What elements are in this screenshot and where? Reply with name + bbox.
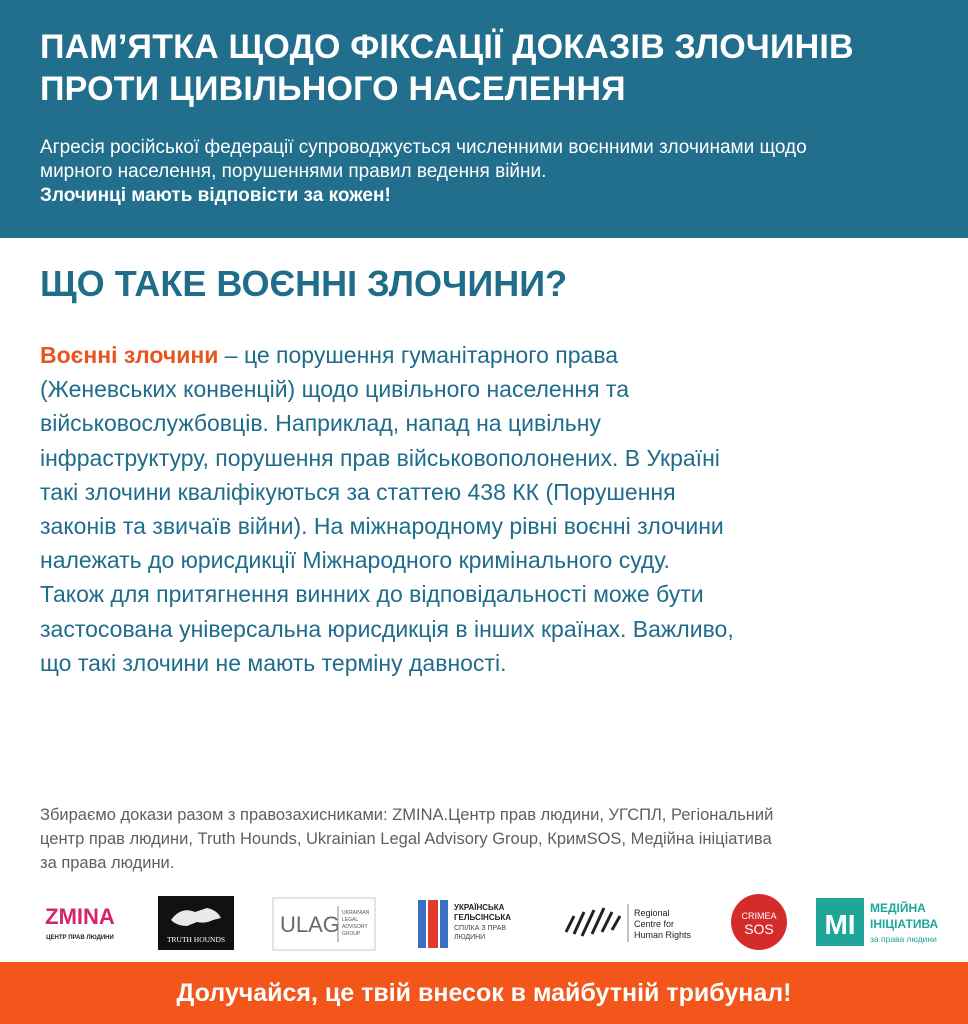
- media-initiative-line-1: МЕДІЙНА: [870, 901, 926, 915]
- crimea-sos-logo: [728, 890, 790, 954]
- regional-centre-line-1: Regional: [634, 908, 670, 918]
- definition-line: законів та звичаїв війни). На міжнародному рівні воєнні злочини: [40, 513, 724, 540]
- ulag-sub-3: ADVISORY: [342, 924, 368, 930]
- intro-emphasis: Злочинці мають відповісти за кожен!: [40, 185, 391, 206]
- definition-line: [40, 338, 940, 372]
- intro-line-2: мирного населення, порушеннями правил ведення війни.: [40, 161, 547, 182]
- ugspl-mark-red: [428, 900, 438, 948]
- ugspl-line-1: УКРАЇНСЬКА: [454, 903, 505, 912]
- media-initiative-mark: MI: [824, 909, 856, 940]
- page-title-line-2: ПРОТИ ЦИВІЛЬНОГО НАСЕЛЕННЯ: [40, 70, 626, 108]
- definition-line: Також для притягнення винних до відповідальності може бути: [40, 581, 704, 608]
- definition-line: (Женевських конвенцій) щодо цивільного населення та: [40, 376, 630, 403]
- media-initiative-line-3: за права людини: [870, 934, 937, 944]
- footer-cta-banner: [0, 962, 968, 1024]
- ulag-sub-1: UKRAINIAN: [342, 910, 370, 916]
- section-title: ЩО ТАКЕ ВОЄННІ ЗЛОЧИНИ?: [40, 263, 568, 304]
- header-banner: [0, 0, 968, 238]
- crimea-sos-line-2: SOS: [744, 921, 774, 937]
- zmina-logo: [38, 890, 122, 954]
- page-title: [40, 26, 854, 110]
- regional-centre-logo: [560, 890, 696, 954]
- ulag-logo: [272, 890, 376, 954]
- definition-line: належать до юрисдикції Міжнародного кримінального суду.: [40, 547, 670, 574]
- definition-line-1-text: – це порушення гуманітарного права: [218, 342, 619, 368]
- regional-centre-icon: [566, 908, 620, 936]
- ugspl-line-2: ГЕЛЬСІНСЬКА: [454, 913, 511, 922]
- zmina-logo-name: ZMINA: [45, 904, 115, 929]
- crimea-sos-line-1: CRIMEA: [741, 911, 777, 921]
- partners-line-3: за права людини.: [40, 854, 175, 872]
- page-title-line-1: ПАМ’ЯТКА ЩОДО ФІКСАЦІЇ ДОКАЗІВ ЗЛОЧИНІВ: [40, 28, 854, 66]
- definition-line: військовослужбовців. Наприклад, напад на цивільну: [40, 410, 601, 437]
- footer-cta-text: Долучайся, це твій внесок в майбутній трибунал!: [176, 979, 792, 1007]
- media-initiative-logo: [814, 890, 948, 954]
- ugspl-line-3: СПІЛКА З ПРАВ: [454, 925, 507, 932]
- intro-text: [40, 136, 940, 208]
- partners-text: [40, 803, 940, 875]
- definition-line: що такі злочини не мають терміну давності.: [40, 649, 507, 676]
- zmina-logo-sub: ЦЕНТР ПРАВ ЛЮДИНИ: [46, 935, 114, 941]
- ulag-sub-2: LEGAL: [342, 917, 359, 923]
- ugspl-line-4: ЛЮДИНИ: [454, 934, 486, 941]
- media-initiative-line-2: ІНІЦІАТИВА: [870, 917, 939, 931]
- definition-term: Воєнні злочини: [40, 342, 219, 368]
- partners-line-1: Збираємо докази разом з правозахисниками: ZMINA.Центр прав людини, УГСПЛ, Регіональний: [40, 806, 774, 824]
- intro-line-1: Агресія російської федерації супроводжується численними воєнними злочинами щодо: [40, 137, 807, 158]
- ulag-sub-4: GROUP: [342, 931, 361, 937]
- ugspl-mark-blue-2: [440, 900, 448, 948]
- ulag-logo-name: ULAG: [280, 912, 340, 937]
- partner-logos: [0, 890, 968, 958]
- partners-line-2: центр прав людини, Truth Hounds, Ukrainian Legal Advisory Group, КримSOS, Медійна ініціатива: [40, 830, 772, 848]
- truth-hounds-logo-name: TRUTH HOUNDS: [166, 935, 226, 944]
- regional-centre-line-3: Human Rights: [634, 930, 692, 940]
- truth-hounds-logo: [157, 890, 235, 954]
- ugspl-mark-blue: [418, 900, 426, 948]
- definition-line: такі злочини кваліфікуються за статтею 438 КК (Порушення: [40, 478, 676, 505]
- definition-line: інфраструктуру, порушення прав військовополонених. В Україні: [40, 444, 720, 471]
- definition-line: застосована універсальна юрисдикція в інших країнах. Важливо,: [40, 615, 734, 642]
- regional-centre-line-2: Centre for: [634, 919, 675, 929]
- definition-paragraph: [40, 338, 940, 680]
- ugspl-logo: [416, 890, 522, 954]
